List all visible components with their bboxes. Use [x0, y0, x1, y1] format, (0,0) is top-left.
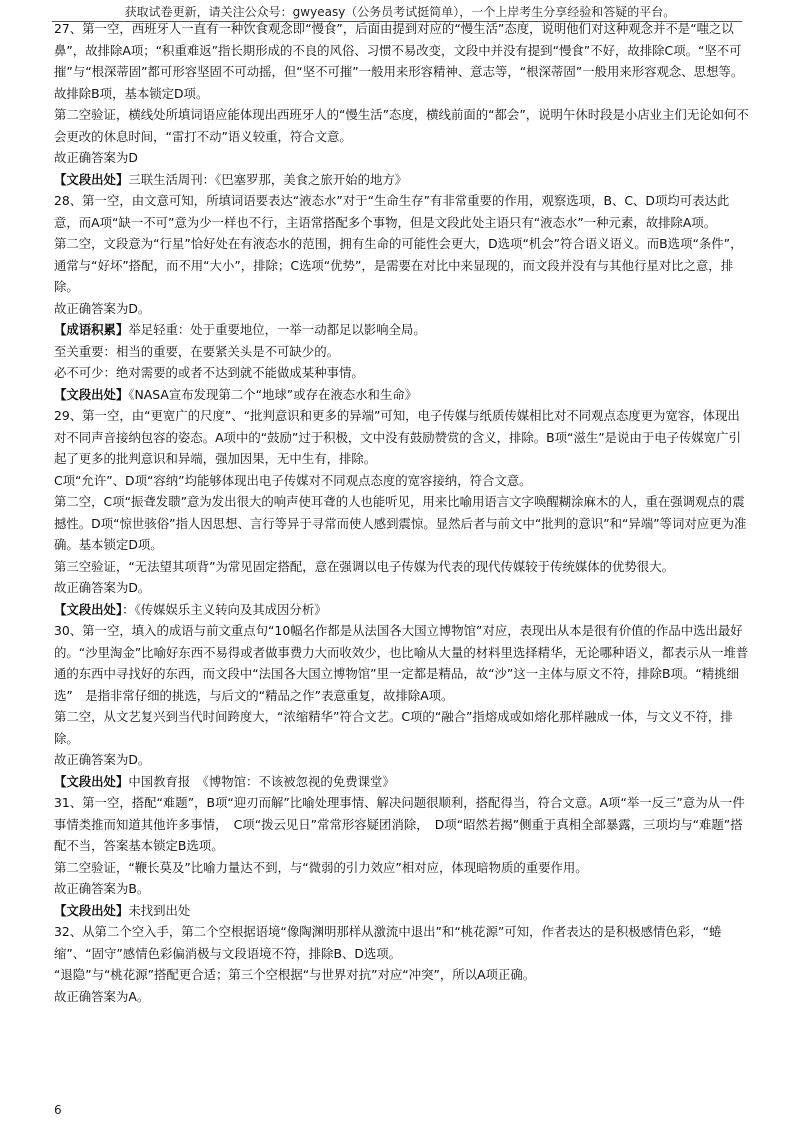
source-line	[54, 384, 750, 406]
paragraph: 第二空，C项“振聋发聩”意为发出很大的响声使耳聋的人也能听见，用来比喻用语言文字唤醒糊涂麻木的人，重在强调观点的震撼性。D项“惊世骇俗”指人因思想、言行等异于寻常而使人感到震惊。显然后者与前文中“批判的意识”和“异端”等词对应更为准确。基本锁定D项。	[54, 494, 747, 552]
paragraph: “退隐”与“桃花源”搭配更合适；第三个空根据“与世界对抗”对应“冲突”，所以A项正确。	[54, 967, 536, 982]
answer-line: 故正确答案为D。	[54, 752, 151, 767]
paragraph: C项“允许”、D项“容纳”均能够体现出电子传媒对不同观点态度的宽容接纳，符合文意。	[54, 472, 532, 488]
paragraph: 第二空，从文艺复兴到当代时间跨度大，“浓缩精华”符合文艺。C项的“融合”指熔成或如熔化那样融成一体，与文义不符，排除。	[54, 709, 733, 746]
source-line	[54, 599, 750, 621]
idioms-label: 【成语积累】	[54, 322, 129, 337]
paragraph: 32、从第二个空入手，第二个空根据语境“像陶渊明那样从激流中退出”和“桃花源”可知，作者表达的是积极感情色彩，“蜷缩”、“固守”感情色彩偏消极与文段语境不符，排除B、D选项。	[54, 924, 722, 961]
answer-line: 故正确答案为A。	[54, 988, 150, 1004]
source-title: 《NASA宣布发现第二个“地球”或存在液态水和生命》	[128, 386, 418, 402]
idiom-entry: 举足轻重：处于重要地位，一举一动都足以影响全局。	[128, 322, 426, 337]
source-title: 未找到出处	[128, 902, 191, 918]
paragraph: 第二空，文段意为“行星”恰好处在有液态水的范围，拥有生命的可能性会更大，D选项“机会”符合语义语义。而B选项“条件”，通常与“好坏”搭配，而不用“大小”，排除；C选项“优势”，是需要在对比中来显现的，而文段并没有与其他行星对比之意，排除。	[54, 236, 743, 294]
page-number: 6	[54, 1103, 62, 1117]
source-label: 【文段出处】	[54, 601, 123, 617]
paragraph: 28、第一空，由文意可知，所填词语要表达“液态水”对于“生命生存”有非常重要的作用，观察选项，B、C、D项均可表达此意，而A项“缺一不可”意为少一样也不行，主语常搭配多个事物，但是文段此处主语只有“液态水”一种元素，故排除A项。	[54, 193, 730, 230]
source-line	[54, 169, 750, 191]
document-body	[54, 18, 750, 1007]
source-title: 三联生活周刊：《巴塞罗那，美食之旅开始的地方》	[128, 171, 408, 187]
source-title: ：《传媒娱乐主义转向及其成因分析》	[122, 601, 327, 617]
paragraph: 第二空验证，横线处所填词语应能体现出西班牙人的“慢生活”态度，横线前面的“都会”，说明午休时段是小店业主们无论如何不会更改的休息时间，“雷打不动”语义较重，符合文意。	[54, 107, 749, 144]
source-line	[54, 900, 750, 922]
paragraph: 27、第一空，西班牙人一直有一种饮食观念即“慢食”，后面由提到对应的“慢生活”态度，说明他们对这种观念并不是“嗤之以鼻”，故排除A项；“积重难返”指长期形成的不良的风俗、习惯不易改变，文段中并没有提到“慢食”不好，故排除C项。“坚不可摧”与“根深蒂固”都可形容坚固不可动摇，但“坚不可摧”一般用来形容精神、意志等，“根深蒂固”一般用来形容观念、思想等。故排除B项，基本锁定D项。	[54, 21, 744, 101]
paragraph: 29、第一空，由“更宽广的尺度”、“批判意识和更多的异端”可知，电子传媒与纸质传媒相比对不同观点态度更为宽容，体现出对不同声音接纳包容的姿态。A项中的“鼓励”过于积极，文中没有鼓励赞赏的含义，排除。B项“滋生”是说由于电子传媒宽广引起了更多的批判意识和异端，强加因果，无中生有，排除。	[54, 408, 741, 466]
answer-line: 故正确答案为B。	[54, 881, 150, 896]
paragraph: 31、第一空，搭配“难题”，B项“迎刃而解”比喻处理事情、解决问题很顺利，搭配得当，符合文意。A项“举一反三”意为从一件事情类推而知道其他许多事情， C项“拨云见日”常常形容疑团消除， D项“昭然若揭”侧重于真相全部暴露，三项均与“难题”搭配不当，答案基本锁定B选项。	[54, 795, 745, 853]
source-label: 【文段出处】	[54, 902, 129, 918]
source-label: 【文段出处】	[54, 171, 129, 187]
answer-line: 故正确答案为D	[54, 150, 138, 165]
paragraph: 30、第一空，填入的成语与前文重点句“10幅名作都是从法国各大国立博物馆”对应，表现出从本是很有价值的作品中选出最好的。“沙里淘金”比喻好东西不易得或者做事费力大而收效少，也比喻从大量的材料里选择精华，无论哪种语义，都表示从一堆普通的东西中寻找好的东西，而文段中“法国各大国立博物馆”里一定都是精品，故“沙”这一主体与原文不符，排除B项。“精挑细选” 是指非常仔细的挑选，与后文的“精品之作”表意重复，故排除A项。	[54, 623, 749, 703]
source-label: 【文段出处】	[54, 773, 129, 789]
idiom-line	[54, 319, 750, 341]
source-line	[54, 771, 750, 793]
idiom-entry: 必不可少：绝对需要的或者不达到就不能做成某种事情。	[54, 365, 364, 380]
idiom-entry: 至关重要：相当的重要，在要紧关头是不可缺少的。	[54, 343, 339, 359]
paragraph: 第三空验证，“无法望其项背”为常见固定搭配，意在强调以电子传媒为代表的现代传媒较于传统媒体的优势很大。	[54, 558, 674, 574]
source-title: 中国教育报 《博物馆：不该被忽视的免费课堂》	[128, 773, 395, 789]
source-label: 【文段出处】	[54, 386, 129, 402]
answer-line: 故正确答案为D。	[54, 300, 151, 316]
answer-line: 故正确答案为D。	[54, 580, 151, 595]
paragraph: 第二空验证，“鞭长莫及”比喻力量达不到，与“微弱的引力效应”相对应，体现暗物质的重要作用。	[54, 859, 588, 875]
page-header: 获取试卷更新，请关注公众号：gwyeasy（公务员考试挺简单），一个上岸考生分享经验和答疑的平台。	[124, 5, 676, 19]
